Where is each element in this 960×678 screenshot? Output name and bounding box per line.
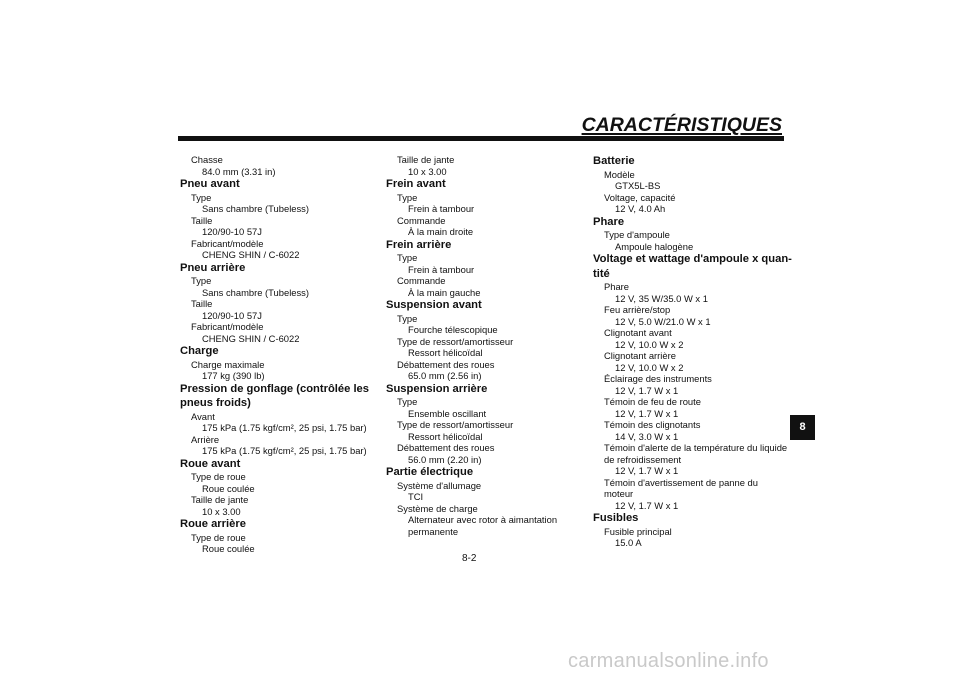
- spec-value: À la main gauche: [408, 286, 481, 298]
- spec-value: 12 V, 10.0 W x 2: [615, 361, 684, 373]
- spec-column-2: [386, 154, 591, 537]
- spec-value: TCI: [408, 491, 424, 502]
- section-heading: tité: [593, 267, 610, 280]
- section-heading: Suspension arrière: [386, 382, 488, 395]
- page-title: CARACTÉRISTIQUES: [581, 114, 782, 136]
- spec-value: 10 x 3.00: [202, 505, 241, 517]
- spec-label: Fusible principal: [604, 525, 672, 537]
- spec-label: Type de ressort/amortisseur: [397, 335, 514, 347]
- spec-value: 177 kg (390 lb): [202, 370, 265, 381]
- spec-label: Phare: [604, 281, 630, 292]
- spec-label: Charge maximale: [191, 358, 265, 370]
- spec-value: Ampoule halogène: [615, 240, 694, 252]
- spec-value: 84.0 mm (3.31 in): [202, 165, 276, 177]
- spec-label: Type de roue: [191, 471, 246, 482]
- section-heading: Voltage et wattage d'ampoule x quan-: [593, 253, 792, 265]
- section-heading: pneus froids): [180, 397, 251, 409]
- spec-value: Ressort hélicoïdal: [408, 347, 483, 358]
- spec-value: 12 V, 1.7 W x 1: [615, 465, 679, 476]
- spec-label: Clignotant avant: [604, 327, 672, 338]
- spec-label: de refroidissement: [604, 453, 682, 465]
- spec-value: Ressort hélicoïdal: [408, 430, 483, 442]
- spec-label: Système de charge: [397, 502, 478, 514]
- section-heading: Frein arrière: [386, 238, 452, 251]
- spec-value: Frein à tambour: [408, 263, 475, 275]
- spec-value: 12 V, 1.7 W x 1: [615, 499, 679, 511]
- header-rule: [178, 136, 784, 141]
- spec-value: Alternateur avec rotor à aimantation: [408, 514, 558, 525]
- spec-label: Témoin d'avertissement de panne du: [604, 476, 758, 488]
- spec-label: Système d'allumage: [397, 479, 482, 491]
- spec-value: 175 kPa (1.75 kgf/cm², 25 psi, 1.75 bar): [202, 422, 367, 433]
- section-heading: Phare: [593, 215, 625, 228]
- spec-value: 12 V, 4.0 Ah: [615, 203, 666, 214]
- spec-value: permanente: [408, 525, 459, 537]
- chapter-tab: 8: [790, 415, 815, 440]
- spec-value: Roue coulée: [202, 543, 255, 554]
- section-heading: Pneu avant: [180, 178, 240, 190]
- spec-value: Sans chambre (Tubeless): [202, 203, 309, 214]
- spec-value: Ensemble oscillant: [408, 407, 487, 419]
- page-number: 8-2: [462, 553, 477, 564]
- spec-label: Feu arrière/stop: [604, 304, 671, 315]
- spec-value: 56.0 mm (2.20 in): [408, 453, 482, 465]
- spec-label: Taille de jante: [397, 154, 455, 165]
- spec-label: Fabricant/modèle: [191, 237, 264, 249]
- section-heading: Pneu arrière: [180, 261, 246, 274]
- spec-label: Type: [397, 396, 418, 407]
- spec-label: Commande: [397, 275, 446, 286]
- spec-label: Taille: [191, 298, 213, 309]
- spec-value: 12 V, 5.0 W/21.0 W x 1: [615, 315, 711, 327]
- spec-label: Type: [397, 252, 418, 263]
- spec-label: Voltage, capacité: [604, 191, 676, 203]
- spec-value: 120/90-10 57J: [202, 309, 262, 321]
- spec-label: Taille de jante: [191, 494, 249, 505]
- section-heading: Batterie: [593, 155, 635, 167]
- spec-value: GTX5L-BS: [615, 180, 661, 191]
- spec-label: Éclairage des instruments: [604, 373, 712, 384]
- spec-label: Type: [191, 191, 212, 203]
- spec-label: Fabricant/modèle: [191, 321, 264, 332]
- spec-label: Type de ressort/amortisseur: [397, 419, 514, 430]
- spec-label: Clignotant arrière: [604, 350, 676, 361]
- spec-label: Type: [397, 191, 418, 203]
- spec-label: Type: [191, 275, 212, 286]
- section-heading: Suspension avant: [386, 299, 482, 311]
- spec-label: Type d'ampoule: [604, 229, 670, 240]
- spec-label: Type: [397, 312, 418, 324]
- spec-label: Témoin des clignotants: [604, 419, 701, 430]
- section-heading: Charge: [180, 345, 219, 357]
- spec-column-1: [180, 154, 385, 555]
- spec-label: Type de roue: [191, 531, 246, 543]
- spec-label: Débattement des roues: [397, 442, 495, 453]
- spec-label: Témoin d'alerte de la température du liquide: [604, 442, 788, 453]
- spec-value: CHENG SHIN / C-6022: [202, 249, 300, 260]
- spec-value: 12 V, 35 W/35.0 W x 1: [615, 292, 708, 304]
- spec-value: 12 V, 10.0 W x 2: [615, 338, 684, 350]
- spec-value: 175 kPa (1.75 kgf/cm², 25 psi, 1.75 bar): [202, 445, 367, 456]
- spec-label: Modèle: [604, 168, 635, 180]
- watermark: carmanualsonline.info: [568, 650, 769, 672]
- spec-value: Fourche télescopique: [408, 324, 498, 335]
- spec-value: 10 x 3.00: [408, 165, 447, 177]
- spec-column-3: [593, 154, 798, 549]
- spec-label: Témoin de feu de route: [604, 396, 701, 407]
- spec-label: moteur: [604, 488, 634, 499]
- spec-value: Roue coulée: [202, 482, 255, 494]
- spec-value: À la main droite: [408, 226, 474, 237]
- spec-value: Frein à tambour: [408, 203, 475, 214]
- section-heading: Roue avant: [180, 457, 241, 470]
- section-heading: Pression de gonflage (contrôlée les: [180, 382, 369, 395]
- section-heading: Frein avant: [386, 178, 446, 190]
- spec-value: 65.0 mm (2.56 in): [408, 370, 482, 381]
- section-heading: Partie électrique: [386, 466, 474, 478]
- section-heading: Roue arrière: [180, 518, 246, 530]
- spec-value: 15.0 A: [615, 537, 642, 548]
- spec-value: 12 V, 1.7 W x 1: [615, 384, 679, 396]
- spec-value: Sans chambre (Tubeless): [202, 286, 309, 298]
- spec-label: Avant: [191, 410, 215, 422]
- spec-label: Taille: [191, 214, 213, 226]
- spec-label: Débattement des roues: [397, 358, 495, 370]
- spec-value: 12 V, 1.7 W x 1: [615, 407, 679, 419]
- spec-value: 120/90-10 57J: [202, 226, 262, 237]
- spec-value: CHENG SHIN / C-6022: [202, 332, 300, 344]
- spec-label: Chasse: [191, 154, 223, 165]
- spec-label: Arrière: [191, 433, 220, 445]
- spec-value: 14 V, 3.0 W x 1: [615, 430, 679, 442]
- spec-label: Commande: [397, 214, 446, 226]
- section-heading: Fusibles: [593, 512, 639, 524]
